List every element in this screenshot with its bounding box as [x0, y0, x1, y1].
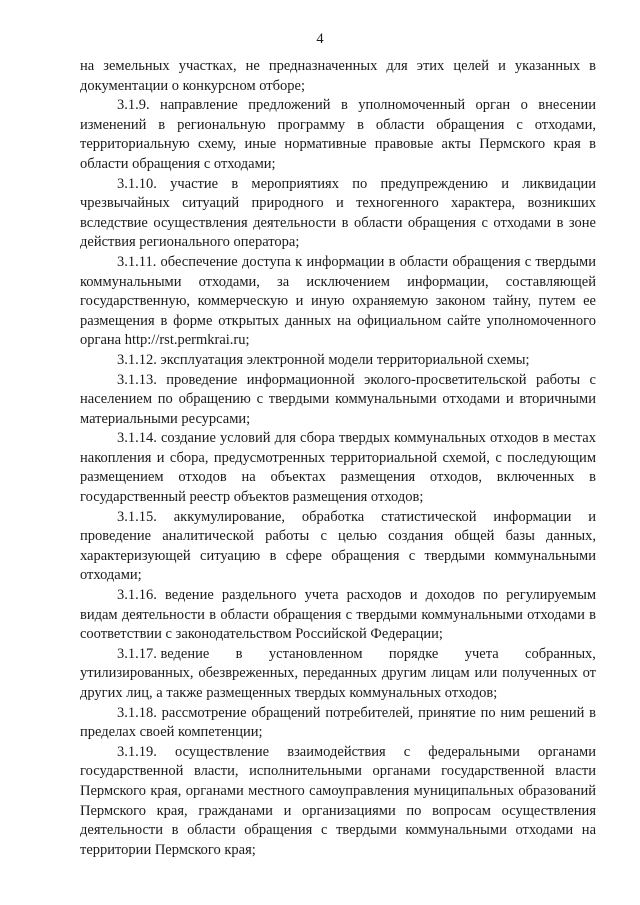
word: собранных, [525, 645, 596, 662]
word: в [235, 645, 243, 662]
paragraph-3-1-15: 3.1.15. аккумулирование, обработка статистической информации и проведение аналитической работы с целью создания общей базы данных, характеризующей ситуацию в сфере обращения с твердыми коммунальными отходами; [80, 508, 596, 584]
word: 3.1.17. ведение [117, 645, 210, 662]
paragraph-3-1-13: 3.1.13. проведение информационной эколого-просветительской работы с населением по обращению с твердыми коммунальными отходами и вторичными материальными ресурсами; [80, 371, 596, 427]
paragraph-3-1-16: 3.1.16. ведение раздельного учета расходов и доходов по регулируемым видам деятельности в области обращения с твердыми коммунальными отходами в соответствии с законодательством Российской Федерации; [80, 587, 596, 643]
paragraph-remaining-text: утилизированных, обезвреженных, переданных другим лицам или полученных от других лиц, а также размещенных твердых коммунальных отходов; [80, 665, 596, 701]
paragraph-3-1-12: 3.1.12. эксплуатация электронной модели территориальной схемы; [117, 351, 530, 368]
page-number: 4 [316, 31, 324, 47]
paragraph-3-1-19: 3.1.19. осуществление взаимодействия с федеральными органами государственной власти, исполнительными органами государственной власти Пермского края, органами местного самоуправления муниципальных образований Пермского края, гражданами и организациями по вопросам осуществления деятельности в области обращения с твердыми коммунальными отходами на территории Пермского края; [80, 743, 596, 858]
document-body [80, 57, 596, 860]
paragraph-3-1-18: 3.1.18. рассмотрение обращений потребителей, принятие по ним решений в пределах своей компетенции; [80, 704, 596, 741]
paragraph-3-1-10: 3.1.10. участие в мероприятиях по предупреждению и ликвидации чрезвычайных ситуаций природного и техногенного характера, возникших вследствие осуществления деятельности в области обращения с отходами в зоне действия регионального оператора; [80, 175, 596, 251]
paragraph-continuation: на земельных участках, не предназначенных для этих целей и указанных в документации о конкурсном отборе; [80, 58, 596, 94]
word: учета [464, 645, 499, 662]
paragraph-3-1-9: 3.1.9. направление предложений в уполномоченный орган о внесении изменений в региональную программу в области обращения с отходами, территориальную схему, иные нормативные правовые акты Пермского края в области обращения с отходами; [80, 97, 596, 172]
paragraph-3-1-17 [80, 645, 596, 704]
word: порядке [388, 645, 439, 662]
word: установленном [268, 645, 363, 662]
paragraph-3-1-14: 3.1.14. создание условий для сбора твердых коммунальных отходов в местах накопления и сбора, предусмотренных территориальной схемой, с последующим размещением отходов на объектах размещения отходов, включенных в государственный реестр объектов размещения отходов; [80, 430, 596, 506]
paragraph-3-1-11: 3.1.11. обеспечение доступа к информации в области обращения с твердыми коммунальными отходами, за исключением информации, составляющей государственную, коммерческую и иную охраняемую законом тайну, путем ее размещения в форме открытых данных на официальном сайте уполномоченного органа http://rst.permkrai.ru; [80, 253, 596, 349]
paragraph-first-line [80, 645, 596, 665]
